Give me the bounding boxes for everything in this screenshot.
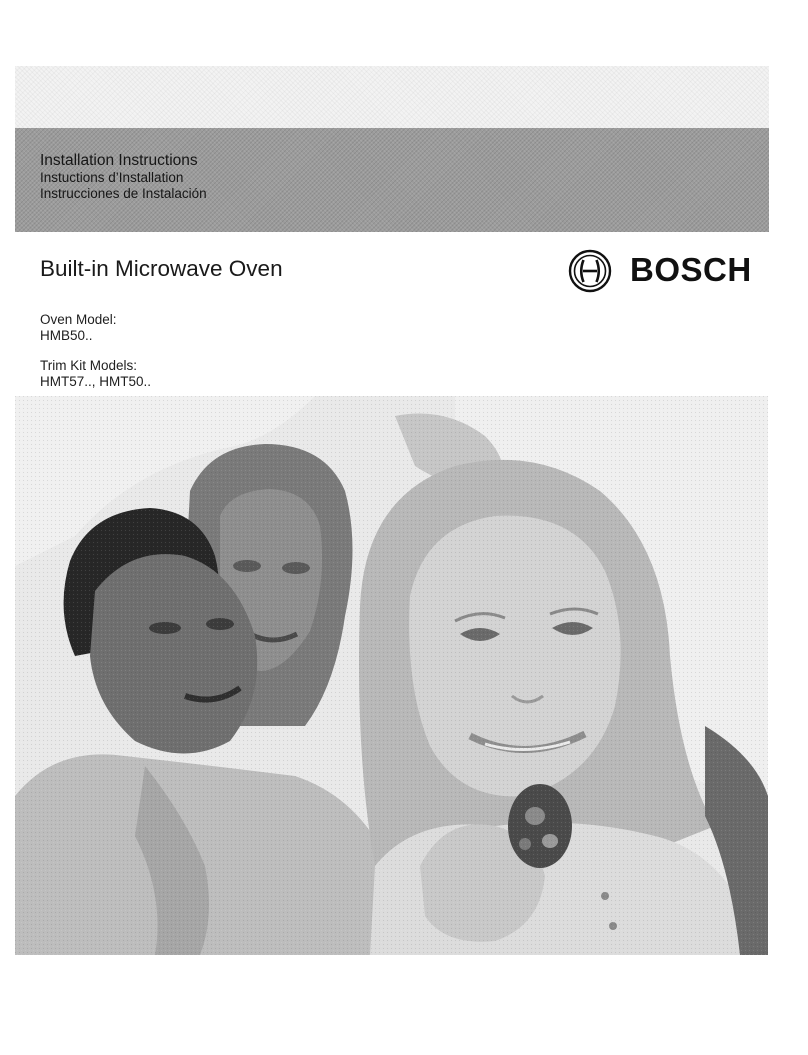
bosch-logo bbox=[568, 249, 764, 293]
brand-name: BOSCH bbox=[630, 251, 752, 288]
oven-model-label: Oven Model: bbox=[40, 312, 117, 327]
bosch-armature-icon bbox=[568, 249, 612, 293]
title-band bbox=[15, 128, 769, 232]
title-english: Installation Instructions bbox=[40, 152, 198, 169]
trim-kit-label: Trim Kit Models: bbox=[40, 358, 138, 373]
title-french: Instuctions d’Installation bbox=[40, 170, 184, 185]
title-spanish: Instrucciones de Instalación bbox=[40, 186, 207, 201]
family-photo bbox=[15, 396, 768, 955]
trim-kit-value: HMT57.., HMT50.. bbox=[40, 374, 152, 389]
product-title: Built-in Microwave Oven bbox=[40, 256, 283, 281]
top-texture-band bbox=[15, 66, 769, 128]
oven-model-value: HMB50.. bbox=[40, 328, 93, 343]
